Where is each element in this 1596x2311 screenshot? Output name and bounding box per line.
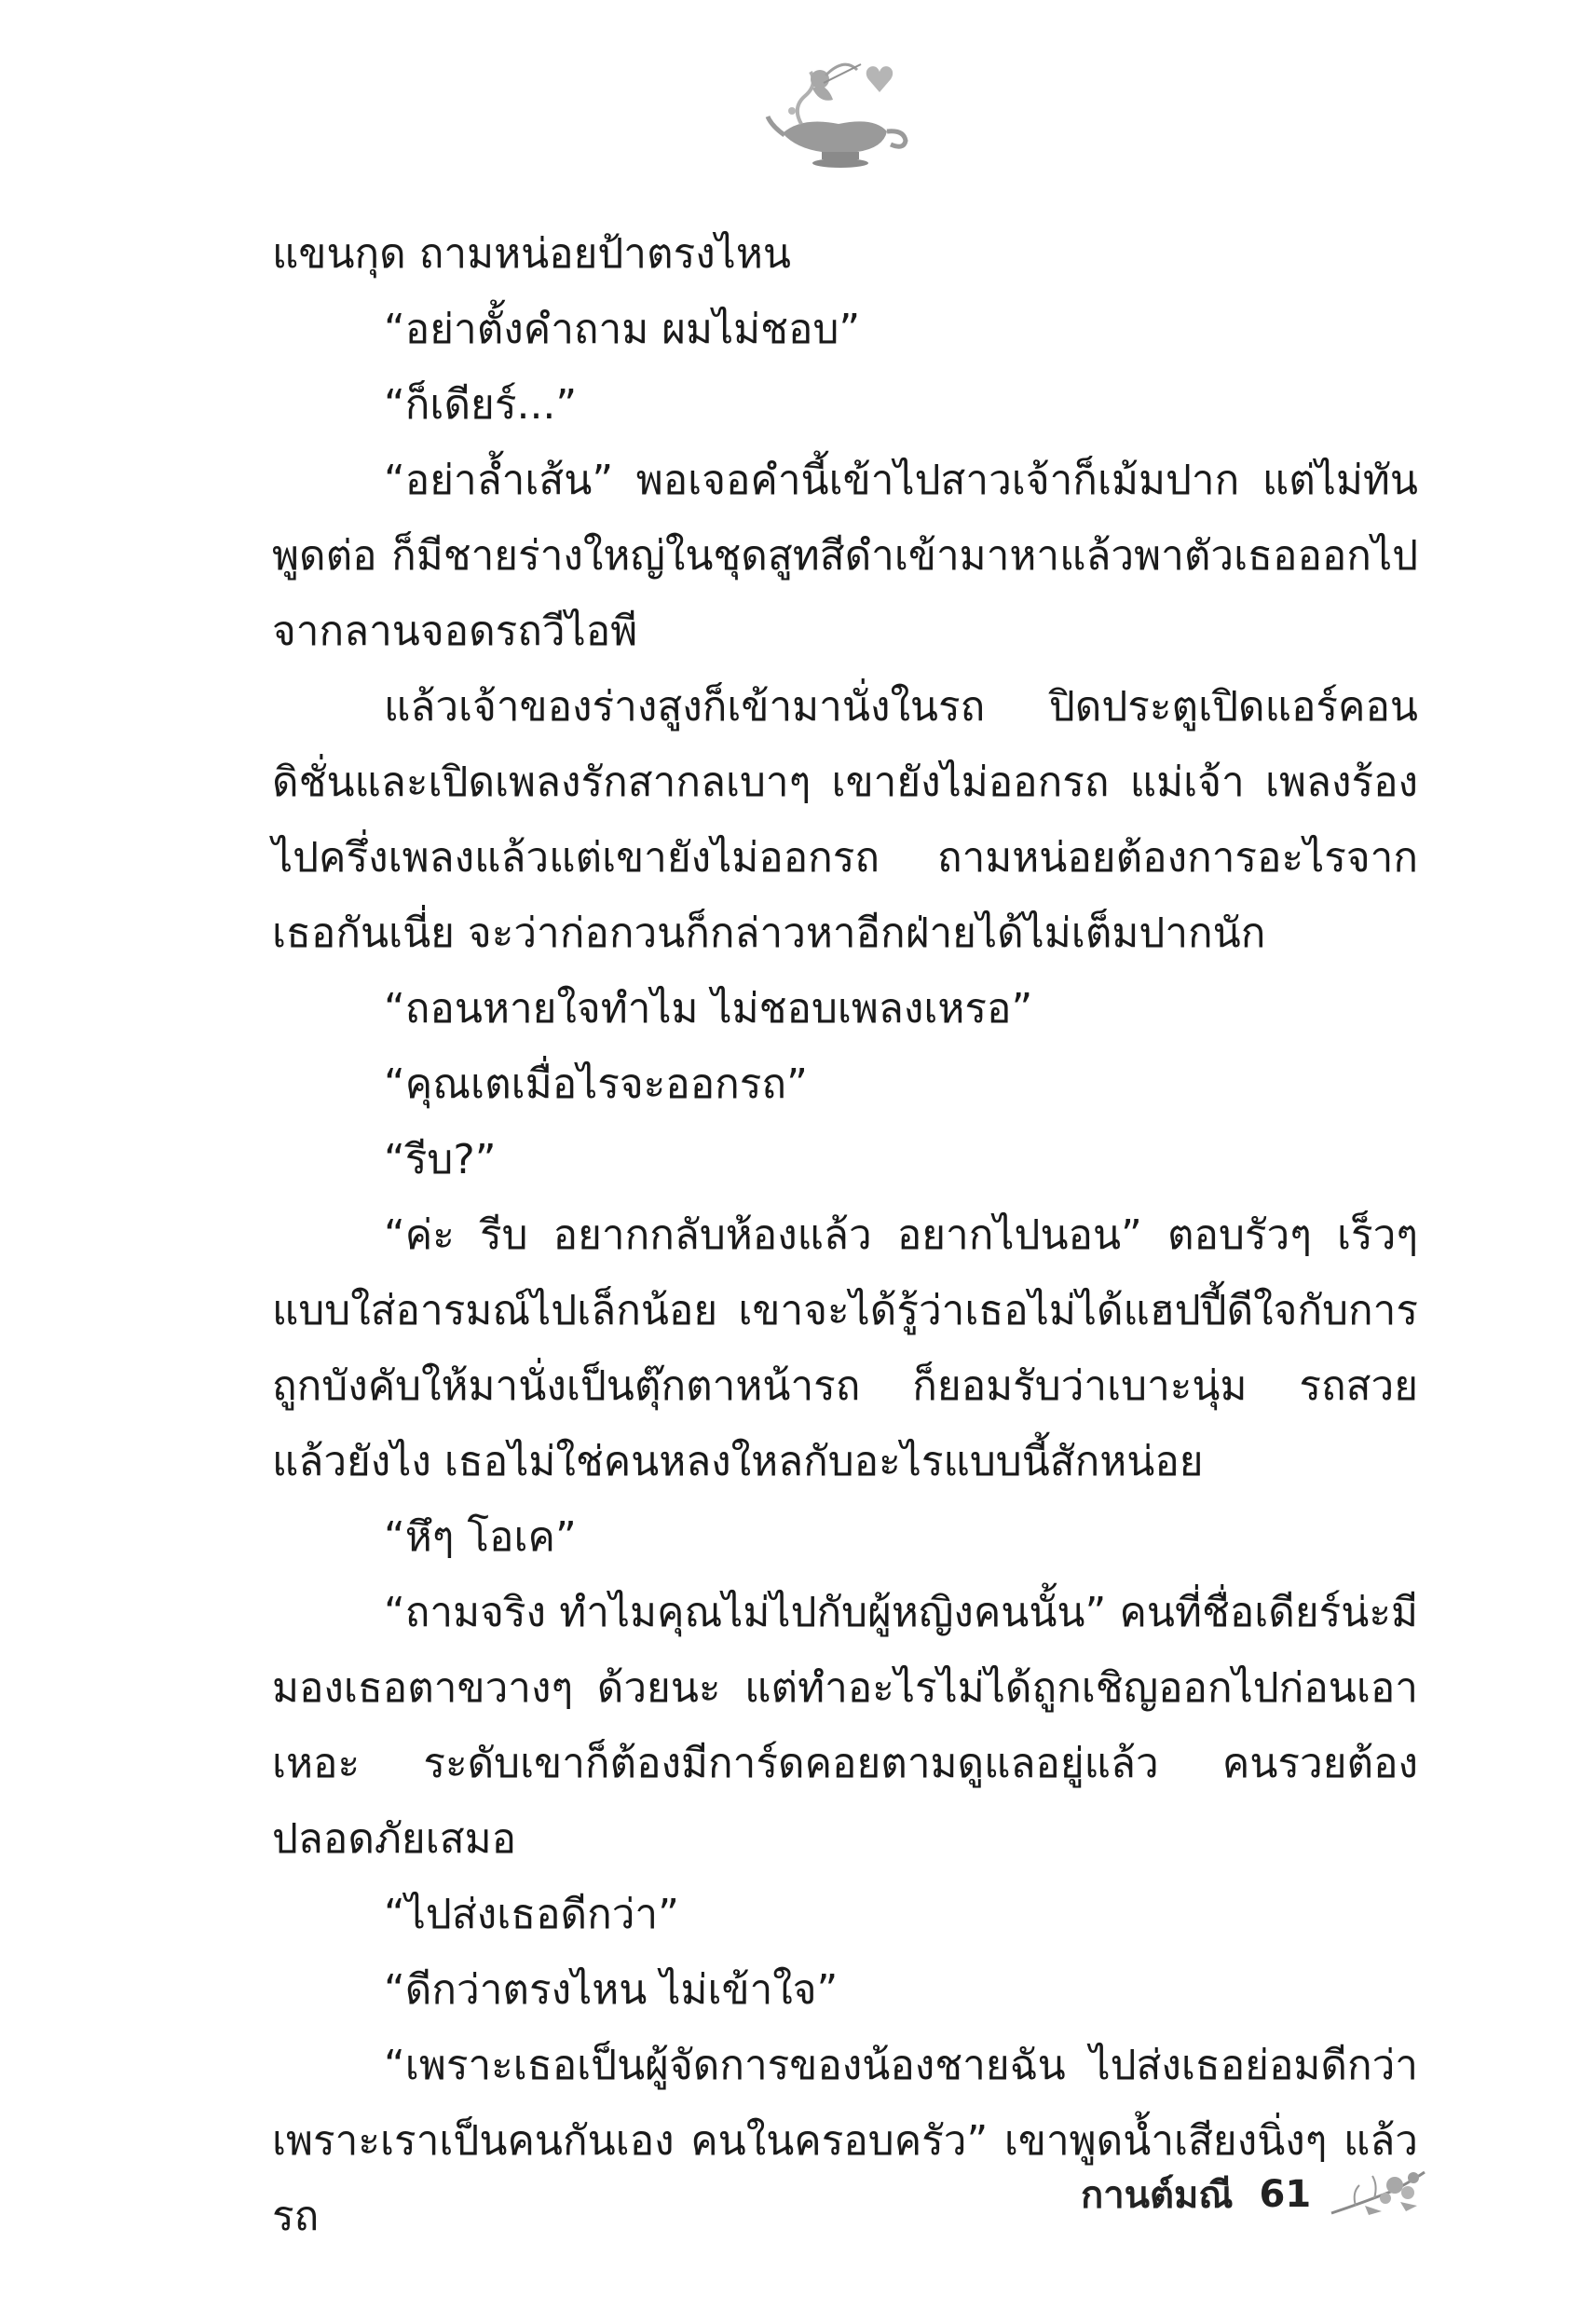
page-footer (1081, 2153, 1472, 2236)
paragraph-3: “ก็เดียร์...” (384, 381, 578, 429)
paragraph-8: “รีบ?” (384, 1136, 497, 1183)
paragraph-5: แล้วเจ้าของร่างสูงก็เข้ามานั่งในรถ ปิดประตูเปิดแอร์คอนดิชั่นและเปิดเพลงรักสากลเบาๆ เขายังไม่ออกรถ แม่เจ้า เพลงร้องไปครึ่งเพลงแล้วแต่เขายังไม่ออกรถ ถามหน่อยต้องการอะไรจากเธอกันเนี่ย จะว่าก่อกวนก็กล่าวหาอีกฝ่ายได้ไม่เต็มปากนัก (272, 683, 1418, 957)
paragraph-1: แขนกุด ถามหน่อยป้าตรงไหน (272, 230, 791, 278)
paragraph-4: “อย่าล้ำเส้น” พอเจอคำนี้เข้าไปสาวเจ้าก็เม้มปาก แต่ไม่ทันพูดต่อ ก็มีชายร่างใหญ่ในชุดสูทสีดำเข้ามาหาแล้วพาตัวเธอออกไปจากลานจอดรถวีไอพี (272, 457, 1418, 655)
paragraph-12: “ไปส่งเธอดีกว่า” (384, 1891, 679, 1938)
page-number: 61 (1259, 2173, 1312, 2216)
paragraph-13: “ดีกว่าตรงไหน ไม่เข้าใจ” (384, 1966, 839, 2014)
paragraph-7: “คุณเตเมื่อไรจะออกรถ” (384, 1060, 808, 1108)
paragraph-2: “อย่าตั้งคำถาม ผมไม่ชอบ” (384, 306, 861, 353)
paragraph-6: “ถอนหายใจทำไม ไม่ชอบเพลงเหรอ” (384, 985, 1033, 1032)
flower-sprig-icon (1311, 2165, 1430, 2224)
paragraph-14: “เพราะเธอเป็นผู้จัดการของน้องชายฉัน ไปส่งเธอย่อมดีกว่าเพราะเราเป็นคนกันเอง คนในครอบครัว” เขาพูดน้ำเสียงนิ่งๆ แล้วรถ (272, 2042, 1418, 2240)
body-text (272, 216, 1418, 2254)
cupid-genie-lamp-icon (764, 51, 913, 172)
paragraph-9: “ค่ะ รีบ อยากกลับห้องแล้ว อยากไปนอน” ตอบรัวๆ เร็วๆ แบบใส่อารมณ์ไปเล็กน้อย เขาจะได้รู้ว่าเธอไม่ได้แฮปปี้ดีใจกับการถูกบังคับให้มานั่งเป็นตุ๊กตาหน้ารถ ก็ยอมรับว่าเบาะนุ่ม รถสวย แล้วยังไง เธอไม่ใช่คนหลงใหลกับอะไรแบบนี้สักหน่อย (272, 1211, 1418, 1485)
paragraph-10: “หึๆ โอเค” (384, 1513, 577, 1561)
paragraph-11: “ถามจริง ทำไมคุณไม่ไปกับผู้หญิงคนนั้น” คนที่ชื่อเดียร์น่ะมีมองเธอตาขวางๆ ด้วยนะ แต่ทำอะไรไม่ได้ถูกเชิญออกไปก่อนเอาเหอะ ระดับเขาก็ต้องมีการ์ดคอยตามดูแลอยู่แล้ว คนรวยต้องปลอดภัยเสมอ (272, 1589, 1418, 1863)
book-title: กานต์มณี (1081, 2174, 1234, 2217)
